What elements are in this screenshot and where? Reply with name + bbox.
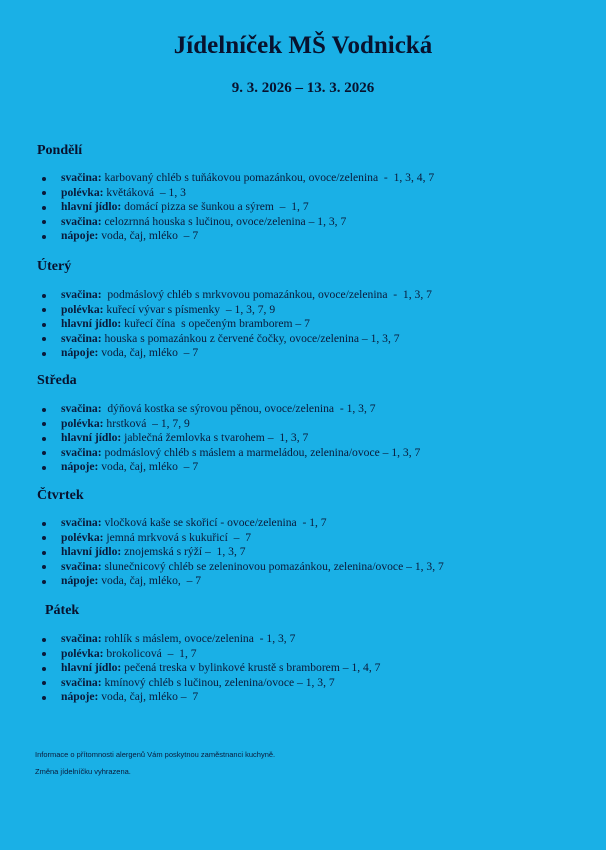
meal-item (38, 303, 432, 318)
meal-item (38, 215, 434, 230)
meal-label: svačina: (61, 171, 102, 184)
meal-label: polévka: (61, 530, 104, 544)
page-title: Jídelníček MŠ Vodnická (173, 32, 433, 59)
meal-item (38, 417, 420, 432)
day-heading: Středa (37, 373, 77, 388)
meal-item (38, 200, 434, 215)
meal-label: hlavní jídlo: (61, 200, 122, 213)
meal-label: hlavní jídlo: (61, 545, 122, 558)
meal-item (38, 229, 434, 244)
meal-label: svačina: (61, 331, 102, 345)
meal-item (38, 516, 444, 531)
meal-label: polévka: (61, 185, 104, 199)
meal-list (38, 288, 432, 361)
meal-item (38, 647, 380, 662)
meal-text: jemná mrkvová s kukuřicí – 7 (103, 530, 251, 544)
meal-item (38, 574, 444, 589)
meal-label: svačina: (61, 445, 102, 459)
meal-item (38, 531, 444, 546)
meal-item (38, 402, 420, 417)
meal-item (38, 632, 380, 647)
meal-label: polévka: (61, 416, 104, 430)
meal-text: kmínový chléb s lučinou, zelenina/ovoce – 1, 3, 7 (101, 675, 335, 689)
meal-text: slunečnicový chléb se zeleninovou pomazánkou, zelenina/ovoce – 1, 3, 7 (101, 559, 444, 573)
meal-label: nápoje: (61, 229, 99, 242)
meal-item (38, 346, 432, 361)
meal-item (38, 186, 434, 201)
meal-item (38, 332, 432, 347)
meal-text: voda, čaj, mléko – 7 (98, 460, 199, 473)
meal-label: svačina: (61, 288, 102, 301)
meal-item (38, 460, 420, 475)
meal-text: celozrnná houska s lučinou, ovoce/zelenina – 1, 3, 7 (101, 214, 347, 228)
meal-text: jablečná žemlovka s tvarohem – 1, 3, 7 (121, 431, 309, 444)
meal-label: polévka: (61, 646, 104, 660)
meal-item (38, 690, 380, 705)
meal-label: hlavní jídlo: (61, 317, 122, 330)
meal-list (38, 402, 420, 475)
meal-text: kuřecí čína s opečeným bramborem – 7 (121, 317, 310, 330)
meal-list (38, 171, 434, 244)
day-heading: Pondělí (37, 143, 83, 158)
meal-text: pečená treska v bylinkové krustě s bramborem – 1, 4, 7 (121, 661, 381, 674)
day-heading: Čtvrtek (37, 488, 84, 503)
meal-text: karbovaný chléb s tuňákovou pomazánkou, ovoce/zelenina - 1, 3, 4, 7 (101, 171, 435, 184)
meal-text: podmáslový chléb s máslem a marmeládou, zelenina/ovoce – 1, 3, 7 (101, 445, 421, 459)
meal-text: vločková kaše se skořicí - ovoce/zelenina - 1, 7 (101, 516, 327, 529)
day-heading: Úterý (37, 259, 72, 274)
meal-label: nápoje: (61, 574, 99, 587)
meal-list (38, 632, 380, 705)
meal-text: květáková – 1, 3 (103, 185, 186, 199)
meal-label: svačina: (61, 214, 102, 228)
meal-item (38, 661, 380, 676)
meal-label: svačina: (61, 559, 102, 573)
meal-text: brokolicová – 1, 7 (103, 646, 197, 660)
meal-list (38, 516, 444, 589)
meal-label: svačina: (61, 675, 102, 689)
meal-item (38, 431, 420, 446)
meal-text: voda, čaj, mléko – 7 (98, 690, 199, 703)
meal-item (38, 446, 420, 461)
change-note: Změna jídelníčku vyhrazena. (35, 767, 131, 776)
meal-item (38, 676, 380, 691)
meal-label: svačina: (61, 516, 102, 529)
meal-item (38, 560, 444, 575)
meal-text: domácí pizza se šunkou a sýrem – 1, 7 (121, 200, 309, 213)
meal-text: voda, čaj, mléko – 7 (98, 346, 199, 359)
meal-label: nápoje: (61, 346, 99, 359)
meal-label: polévka: (61, 302, 104, 316)
allergen-note: Informace o přítomnosti alergenů Vám poskytnou zaměstnanci kuchyně. (35, 750, 276, 759)
day-heading: Pátek (45, 603, 80, 618)
meal-text: znojemská s rýží – 1, 3, 7 (121, 545, 246, 558)
meal-label: svačina: (61, 402, 102, 415)
meal-label: nápoje: (61, 690, 99, 703)
meal-text: podmáslový chléb s mrkvovou pomazánkou, ovoce/zelenina - 1, 3, 7 (101, 288, 432, 301)
meal-item (38, 317, 432, 332)
meal-label: svačina: (61, 632, 102, 645)
meal-label: hlavní jídlo: (61, 431, 122, 444)
meal-item (38, 171, 434, 186)
date-range: 9. 3. 2026 – 13. 3. 2026 (231, 80, 375, 96)
meal-label: nápoje: (61, 460, 99, 473)
meal-text: dýňová kostka se sýrovou pěnou, ovoce/zelenina - 1, 3, 7 (101, 402, 376, 415)
meal-label: hlavní jídlo: (61, 661, 122, 674)
meal-text: houska s pomazánkou z červené čočky, ovoce/zelenina – 1, 3, 7 (101, 331, 400, 345)
meal-text: hrstková – 1, 7, 9 (103, 416, 190, 430)
meal-item (38, 545, 444, 560)
meal-text: voda, čaj, mléko, – 7 (98, 574, 202, 587)
meal-text: rohlík s máslem, ovoce/zelenina - 1, 3, 7 (101, 632, 296, 645)
meal-item (38, 288, 432, 303)
meal-text: voda, čaj, mléko – 7 (98, 229, 199, 242)
meal-text: kuřecí vývar s písmenky – 1, 3, 7, 9 (103, 302, 276, 316)
